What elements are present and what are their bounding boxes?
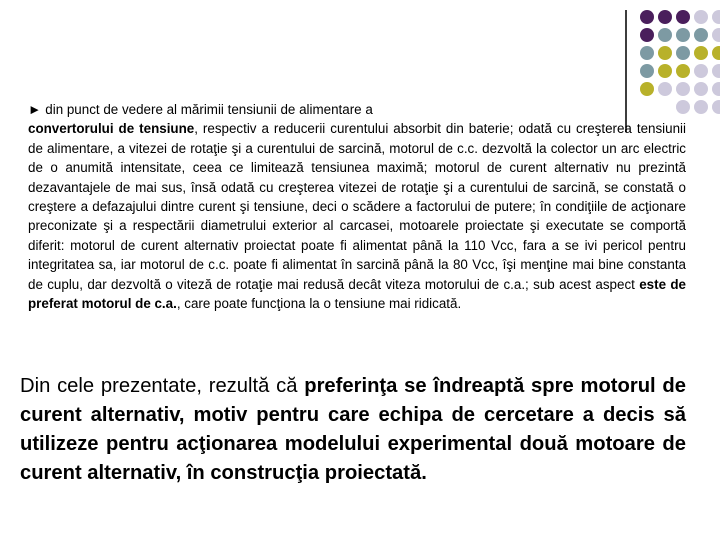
- decorative-dot: [658, 64, 672, 78]
- decorative-dot: [694, 82, 708, 96]
- decorative-dot: [712, 100, 720, 114]
- paragraph-text: din punct de vedere al mărimii tensiunii de alimentare a: [45, 102, 373, 117]
- decorative-dot: [640, 28, 654, 42]
- decorative-dot: [676, 10, 690, 24]
- decorative-dot: [712, 82, 720, 96]
- decorative-dot: [712, 10, 720, 24]
- conclusion-emphasis: preferinţa se îndreaptă spre motorul de curent alternativ, motiv pentru care echipa de cercetare a decis să utilizeze pentru acţionarea modelului experimental două motoare de curent alternativ, în construcţia proiectată.: [20, 375, 686, 484]
- decorative-dot: [658, 46, 672, 60]
- decorative-dot: [694, 46, 708, 60]
- decorative-dot: [694, 100, 708, 114]
- decorative-dot: [676, 82, 690, 96]
- decorative-dot: [640, 10, 654, 24]
- decorative-dot: [676, 46, 690, 60]
- emphasis-text: este de preferat motorul de c.a.: [28, 276, 686, 312]
- decorative-dot: [676, 28, 690, 42]
- paragraph-text: , respectiv a reducerii curentului absorbit din baterie; odată cu creşterea tensiunii de alimentare, a vitezei de rotaţie şi a curentului de sarcină, motorul de c.c. dezvoltă la colector un arc electric de o anumită intensitate, ceea ce limitează tensiunea maximă; motorul de curent alternativ nu prezintă dezavantajele de mai sus, însă odată cu creşterea vitezei de rotaţie şi a curentului de sarcină, se constată o creştere a defazajului dintre curent şi tensiune, deci o scădere a factorului de putere; în condiţiile de acţionare preconizate şi a respectării diametrului exterior al carcasei, motoarele proiectate şi executate se comportă diferit: motorul de curent alternativ proiectat poate fi alimentat până la 110 Vcc, fara a se ivi pericol pentru integritatea sa, iar motorul de c.c. poate fi alimentat în sarcină până la 80 Vcc, îşi menţine mai bine constanta de cuplu, dar dezvoltă o viteză de rotaţie mai redusă decât viteza motorului de c.a.; sub acest aspect: [28, 121, 686, 292]
- bullet-arrow-icon: ►: [28, 102, 42, 117]
- decorative-dot: [712, 46, 720, 60]
- decorative-dot: [640, 82, 654, 96]
- decorative-dot: [658, 28, 672, 42]
- decorative-dot: [658, 10, 672, 24]
- emphasis-text: convertorului de tensiune: [28, 121, 195, 137]
- decorative-dot: [694, 10, 708, 24]
- paragraph-technical-comparison: [28, 100, 686, 313]
- decorative-dot: [694, 28, 708, 42]
- paragraph-conclusion: [20, 372, 686, 488]
- decorative-dot: [694, 64, 708, 78]
- decorative-dot: [658, 82, 672, 96]
- decorative-dot: [640, 64, 654, 78]
- decorative-dot: [676, 64, 690, 78]
- decorative-dot: [712, 28, 720, 42]
- decorative-dot: [640, 46, 654, 60]
- conclusion-text: Din cele prezentate, rezultă că: [20, 375, 305, 397]
- decorative-dot: [712, 64, 720, 78]
- paragraph-text: , care poate funcţiona la o tensiune mai ridicată.: [176, 296, 462, 312]
